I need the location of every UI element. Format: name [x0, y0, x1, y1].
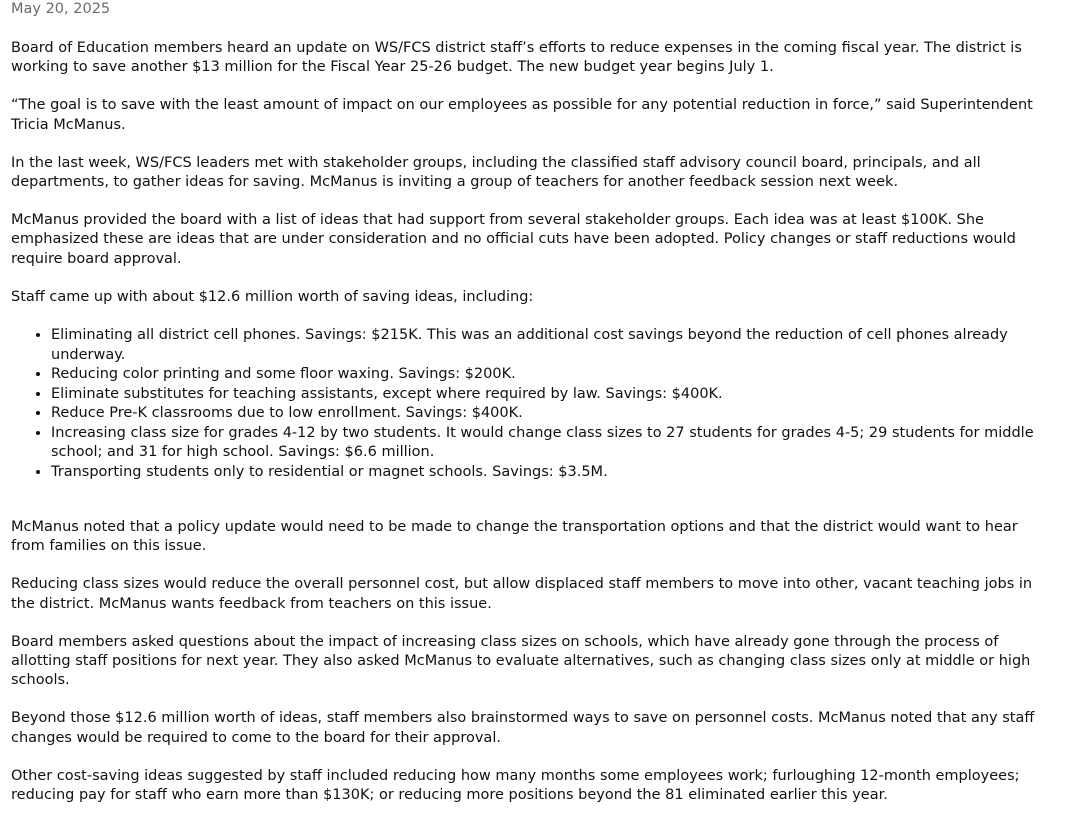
spacer	[11, 748, 1054, 767]
savings-ideas-list	[11, 326, 1054, 482]
paragraph-personnel: Beyond those $12.6 million worth of ideas, staff members also brainstormed ways to save on personnel costs. McManus noted that any staff changes would be required to come to the board for their approval.	[11, 710, 1035, 746]
spacer	[11, 135, 1054, 154]
list-item: • Increasing class size for grades 4-12 by two students. It would change class sizes to 27 students for grades 4-5; 29 students for middle school; and 31 for high school. Savings: $6.6 million.	[51, 424, 1054, 463]
paragraph-transportation: McManus noted that a policy update would need to be made to change the transportation options and that the district would want to hear from families on this issue.	[11, 519, 1018, 555]
spacer	[11, 614, 1054, 633]
spacer	[11, 482, 1054, 518]
paragraph-ideas-list-intro: McManus provided the board with a list of ideas that had support from several stakeholder groups. Each idea was at least $100K. She emphasized these are ideas that are under consideration and no official cuts have been adopted. Policy changes or staff reductions would require board approval.	[11, 212, 1016, 267]
list-item: • Eliminating all district cell phones. Savings: $215K. This was an additional cost savings beyond the reduction of cell phones already underway.	[51, 326, 1054, 365]
paragraph-savings-total: Staff came up with about $12.6 million worth of saving ideas, including:	[11, 288, 534, 305]
spacer	[11, 690, 1054, 709]
article-date: May 20, 2025	[11, 1, 111, 17]
spacer	[11, 20, 1054, 39]
paragraph-stakeholders: In the last week, WS/FCS leaders met with stakeholder groups, including the classified staff advisory council board, principals, and all departments, to gather ideas for saving. McManus is inviting a group of teachers for another feedback session next week.	[11, 154, 981, 191]
spacer	[11, 556, 1054, 575]
paragraph-other-ideas: Other cost-saving ideas suggested by staff included reducing how many months some employees work; furloughing 12-month employees; reducing pay for staff who earn more than $130K; or reducing more positions beyond the 81 eliminated earlier this year.	[11, 767, 1020, 804]
spacer	[11, 269, 1054, 288]
spacer	[11, 307, 1054, 326]
paragraph-class-sizes: Reducing class sizes would reduce the overall personnel cost, but allow displaced staff members to move into other, vacant teaching jobs in the district. McManus wants feedback from teachers on this issue.	[11, 576, 1033, 612]
spacer	[11, 77, 1054, 96]
spacer	[11, 192, 1054, 211]
list-item: • Eliminate substitutes for teaching assistants, except where required by law. Savings: $400K.	[51, 385, 1054, 405]
list-item: • Reduce Pre-K classrooms due to low enrollment. Savings: $400K.	[51, 404, 1054, 424]
paragraph-intro: Board of Education members heard an update on WS/FCS district staff’s efforts to reduce expenses in the coming fiscal year. The district is working to save another $13 million for the Fiscal Year 25-26 budget. The new budget year begins July 1.	[11, 40, 1022, 76]
paragraph-quote: “The goal is to save with the least amount of impact on our employees as possible for any potential reduction in force,” said Superintendent Tricia McManus.	[11, 97, 1033, 133]
list-item: • Transporting students only to residential or magnet schools. Savings: $3.5M.	[51, 463, 1054, 483]
paragraph-board-questions: Board members asked questions about the impact of increasing class sizes on schools, which have already gone through the process of allotting staff positions for next year. They also asked McManus to evaluate alternatives, such as changing class sizes only at middle or high schools.	[11, 633, 1031, 689]
list-item: • Reducing color printing and some floor waxing. Savings: $200K.	[51, 365, 1054, 385]
